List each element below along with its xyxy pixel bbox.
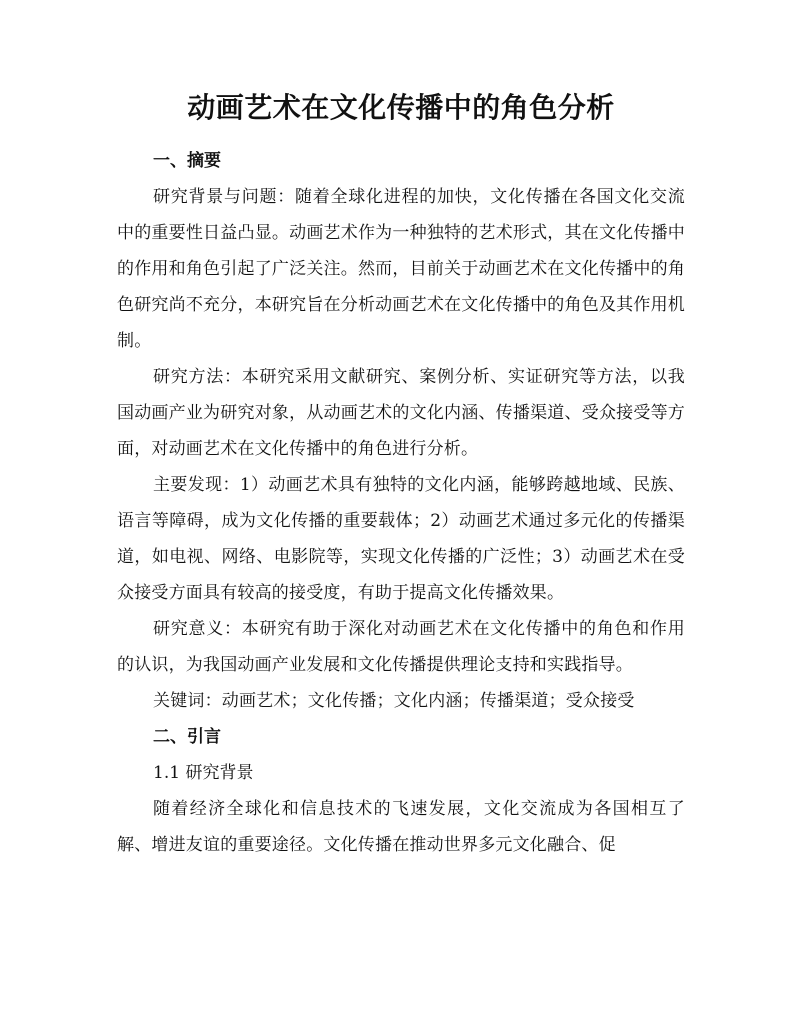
document-body — [117, 143, 685, 863]
keywords-line: 关键词：动画艺术；文化传播；文化内涵；传播渠道；受众接受 — [153, 691, 635, 711]
subsection-heading-1-1: 1.1 研究背景 — [153, 763, 254, 783]
introduction-heading: 二、引言 — [153, 727, 221, 747]
abstract-background-paragraph: 研究背景与问题：随着全球化进程的加快，文化传播在各国文化交流中的重要性日益凸显。动画艺术作为一种独特的艺术形式，其在文化传播中的作用和角色引起了广泛关注。然而，目前关于动画艺术在文化传播中的角色研究尚不充分，本研究旨在分析动画艺术在文化传播中的角色及其作用机制。 — [117, 187, 685, 351]
abstract-significance-paragraph: 研究意义：本研究有助于深化对动画艺术在文化传播中的角色和作用的认识，为我国动画产业发展和文化传播提供理论支持和实践指导。 — [117, 619, 685, 675]
introduction-paragraph: 随着经济全球化和信息技术的飞速发展，文化交流成为各国相互了解、增进友谊的重要途径。文化传播在推动世界多元文化融合、促 — [117, 799, 685, 855]
abstract-methods-paragraph: 研究方法：本研究采用文献研究、案例分析、实证研究等方法，以我国动画产业为研究对象，从动画艺术的文化内涵、传播渠道、受众接受等方面，对动画艺术在文化传播中的角色进行分析。 — [117, 367, 685, 459]
abstract-findings-paragraph: 主要发现：1）动画艺术具有独特的文化内涵，能够跨越地域、民族、语言等障碍，成为文化传播的重要载体；2）动画艺术通过多元化的传播渠道，如电视、网络、电影院等，实现文化传播的广泛性；3）动画艺术在受众接受方面具有较高的接受度，有助于提高文化传播效果。 — [117, 475, 685, 603]
document-title: 动画艺术在文化传播中的角色分析 — [187, 91, 615, 124]
abstract-heading: 一、摘要 — [153, 151, 221, 171]
